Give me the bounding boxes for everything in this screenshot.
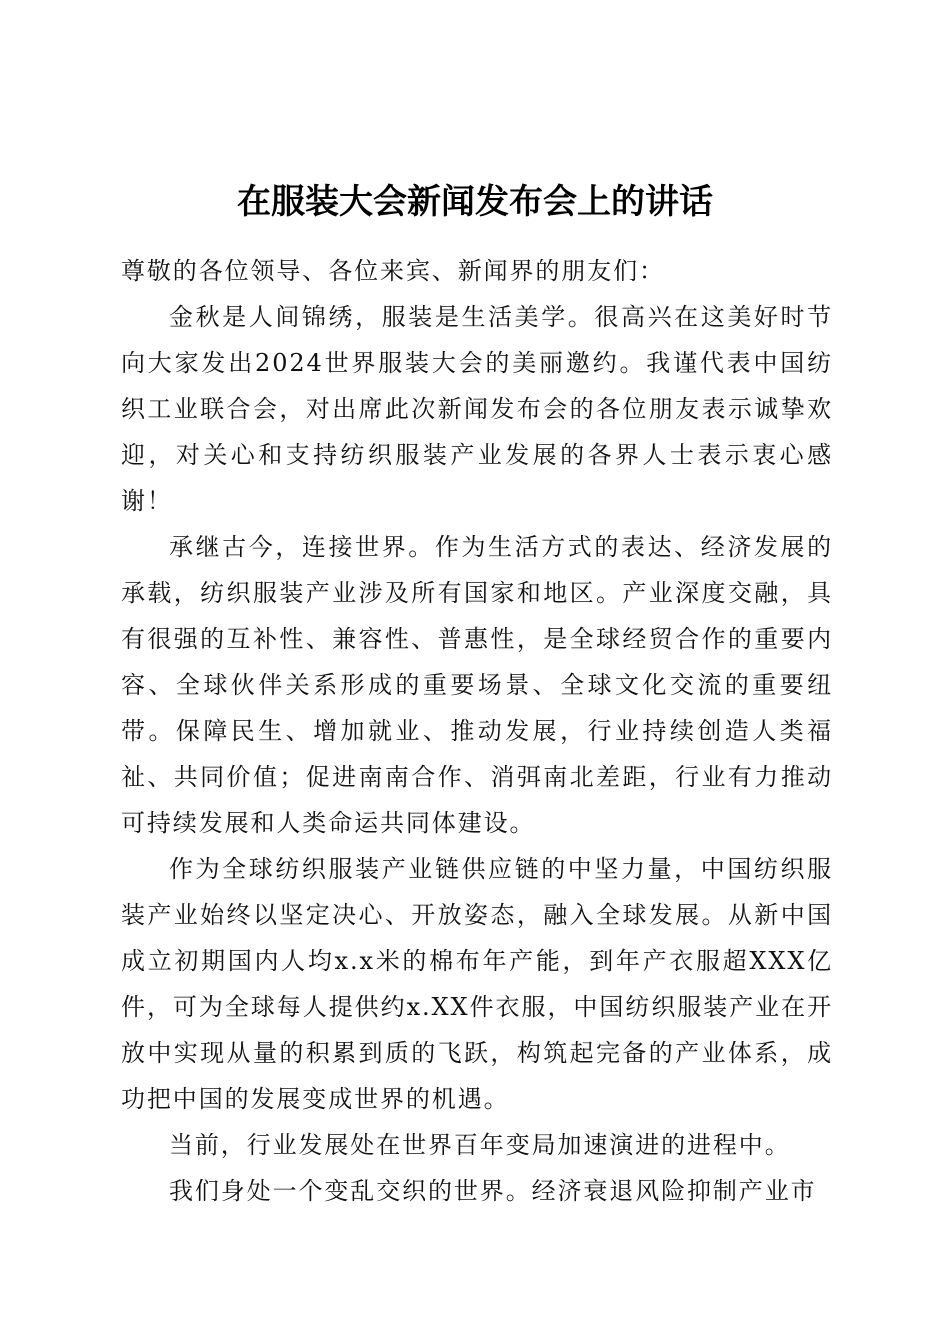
paragraph: 金秋是人间锦绣，服装是生活美学。很高兴在这美好时节向大家发出2024世界服装大会的美丽邀约。我谨代表中国纺织工业联合会，对出席此次新闻发布会的各位朋友表示诚挚欢迎，对关心和支持纺织服装产业发展的各界人士表示衷心感谢！ [121,303,833,515]
salutation: 尊敬的各位领导、各位来宾、新闻界的朋友们： [121,257,665,285]
document-body [121,248,833,1214]
paragraph: 作为全球纺织服装产业链供应链的中坚力量，中国纺织服装产业始终以坚定决心、开放姿态，融入全球发展。从新中国成立初期国内人均x.x米的棉布年产能，到年产衣服超XXX亿件，可为全球每人提供约x.XX件衣服，中国纺织服装产业在开放中实现从量的积累到质的飞跃，构筑起完备的产业体系，成功把中国的发展变成世界的机遇。 [121,855,833,1113]
document-title: 在服装大会新闻发布会上的讲话 [237,182,713,222]
paragraph: 承继古今，连接世界。作为生活方式的表达、经济发展的承载，纺织服装产业涉及所有国家和地区。产业深度交融，具有很强的互补性、兼容性、普惠性，是全球经贸合作的重要内容、全球伙伴关系形成的重要场景、全球文化交流的重要纽带。保障民生、增加就业、推动发展，行业持续创造人类福祉、共同价值；促进南南合作、消弭南北差距，行业有力推动可持续发展和人类命运共同体建设。 [121,533,833,837]
paragraph: 我们身处一个变乱交织的世界。经济衰退风险抑制产业市 [169,1177,817,1205]
paragraph: 当前，行业发展处在世界百年变局加速演进的进程中。 [169,1131,791,1159]
